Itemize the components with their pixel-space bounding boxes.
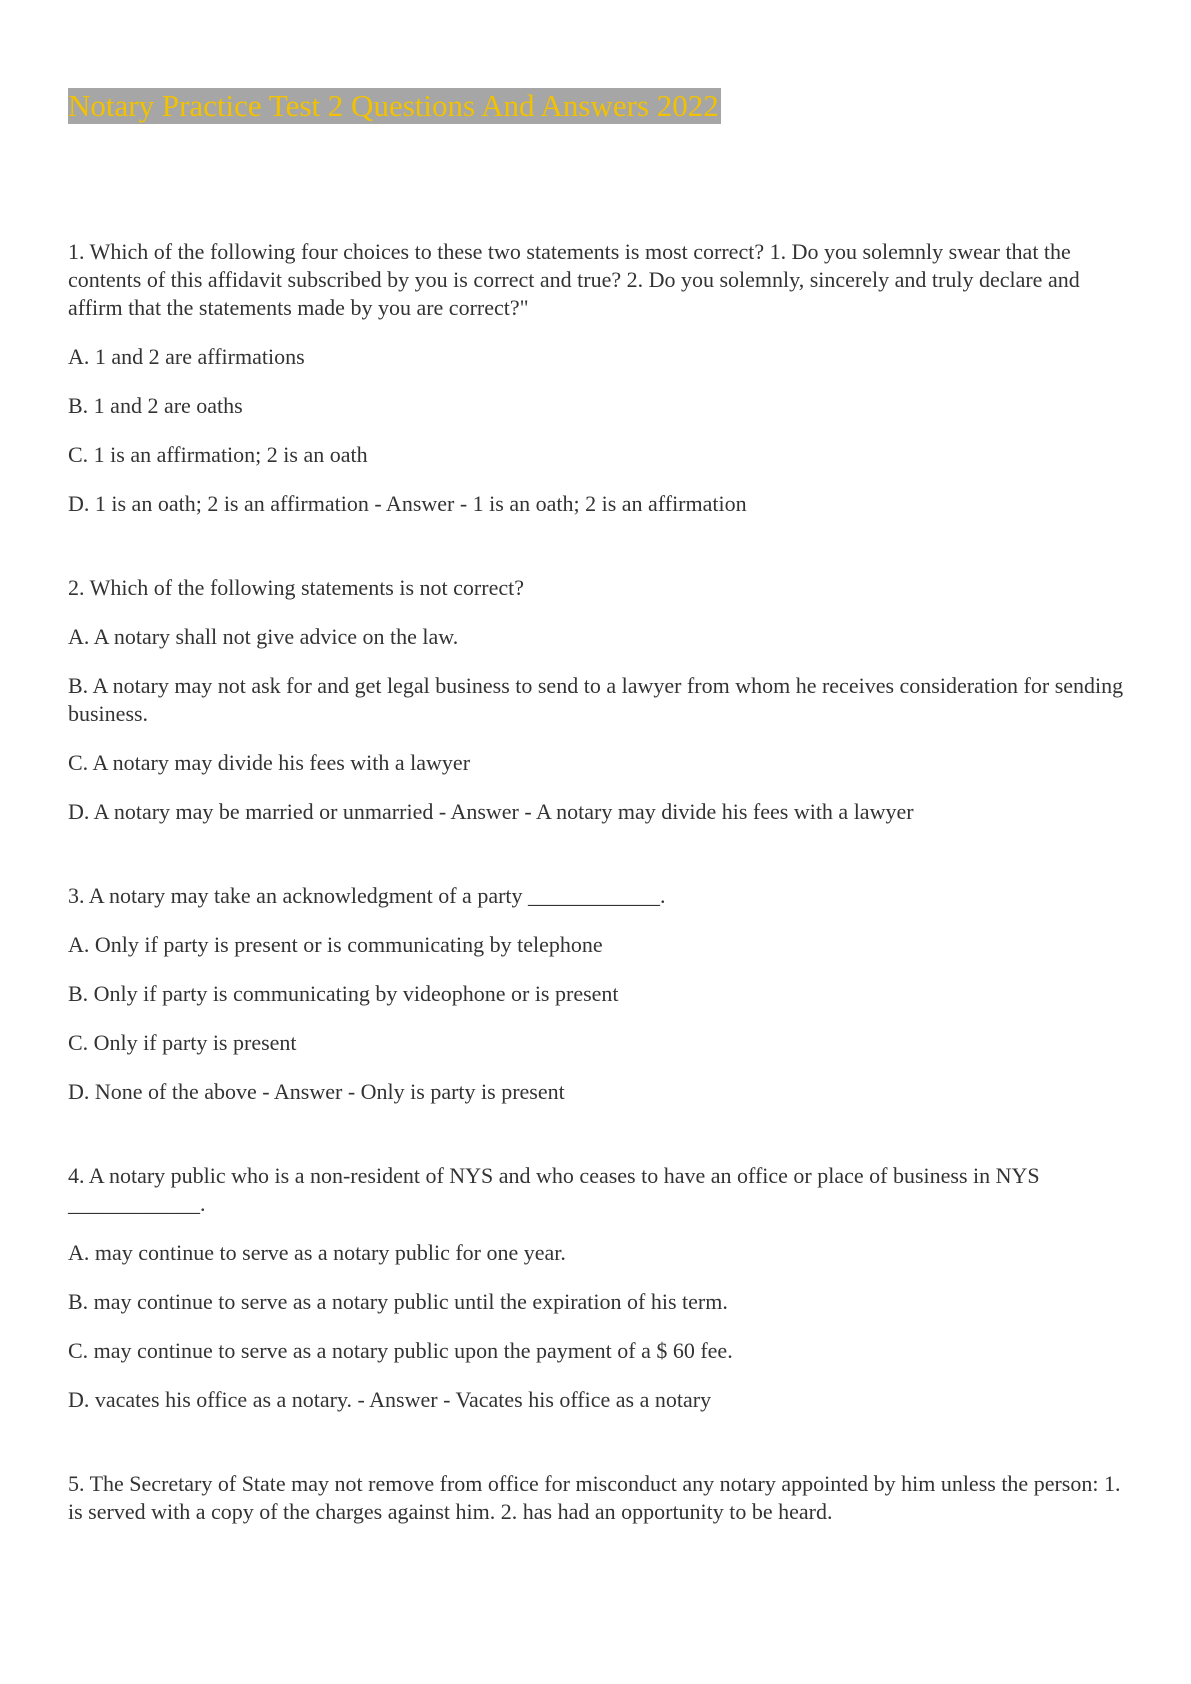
option-a: A. 1 and 2 are affirmations <box>68 344 305 369</box>
option-a: A. A notary shall not give advice on the law. <box>68 624 459 649</box>
question-text: 4. A notary public who is a non-resident of NYS and who ceases to have an office or place of business in NYS ____________. <box>68 1163 1040 1216</box>
question-text: 5. The Secretary of State may not remove from office for misconduct any notary appointed by him unless the person: 1. is served with a copy of the charges against him. 2. has had an opportunity to be heard. <box>68 1471 1121 1524</box>
document-page <box>68 88 1128 1582</box>
question-list <box>68 238 1128 1526</box>
question-1 <box>68 238 1128 518</box>
document-title: Notary Practice Test 2 Questions And Answers 2022 <box>68 88 719 123</box>
question-text: 1. Which of the following four choices to these two statements is most correct? 1. Do you solemnly swear that the contents of this affidavit subscribed by you is correct and true? 2. Do you solemnly, sincerely and truly declare and affirm that the statements made by you are correct?" <box>68 239 1080 320</box>
option-c: C. may continue to serve as a notary public upon the payment of a $ 60 fee. <box>68 1338 733 1363</box>
question-5 <box>68 1470 1128 1526</box>
question-4 <box>68 1162 1128 1414</box>
option-b: B. may continue to serve as a notary public until the expiration of his term. <box>68 1289 728 1314</box>
option-d-answer: D. None of the above - Answer - Only is party is present <box>68 1079 565 1104</box>
question-text: 3. A notary may take an acknowledgment of a party ____________. <box>68 883 666 908</box>
option-d-answer: D. 1 is an oath; 2 is an affirmation - Answer - 1 is an oath; 2 is an affirmation <box>68 491 747 516</box>
option-d-answer: D. A notary may be married or unmarried - Answer - A notary may divide his fees with a lawyer <box>68 799 914 824</box>
option-b: B. A notary may not ask for and get legal business to send to a lawyer from whom he receives consideration for sending business. <box>68 673 1124 726</box>
option-c: C. A notary may divide his fees with a lawyer <box>68 750 471 775</box>
option-c: C. Only if party is present <box>68 1030 297 1055</box>
question-2 <box>68 574 1128 826</box>
option-a: A. may continue to serve as a notary public for one year. <box>68 1240 566 1265</box>
option-c: C. 1 is an affirmation; 2 is an oath <box>68 442 368 467</box>
option-d-answer: D. vacates his office as a notary. - Answer - Vacates his office as a notary <box>68 1387 712 1412</box>
question-3 <box>68 882 1128 1106</box>
option-b: B. 1 and 2 are oaths <box>68 393 243 418</box>
option-a: A. Only if party is present or is communicating by telephone <box>68 932 603 957</box>
option-b: B. Only if party is communicating by videophone or is present <box>68 981 619 1006</box>
question-text: 2. Which of the following statements is not correct? <box>68 575 524 600</box>
